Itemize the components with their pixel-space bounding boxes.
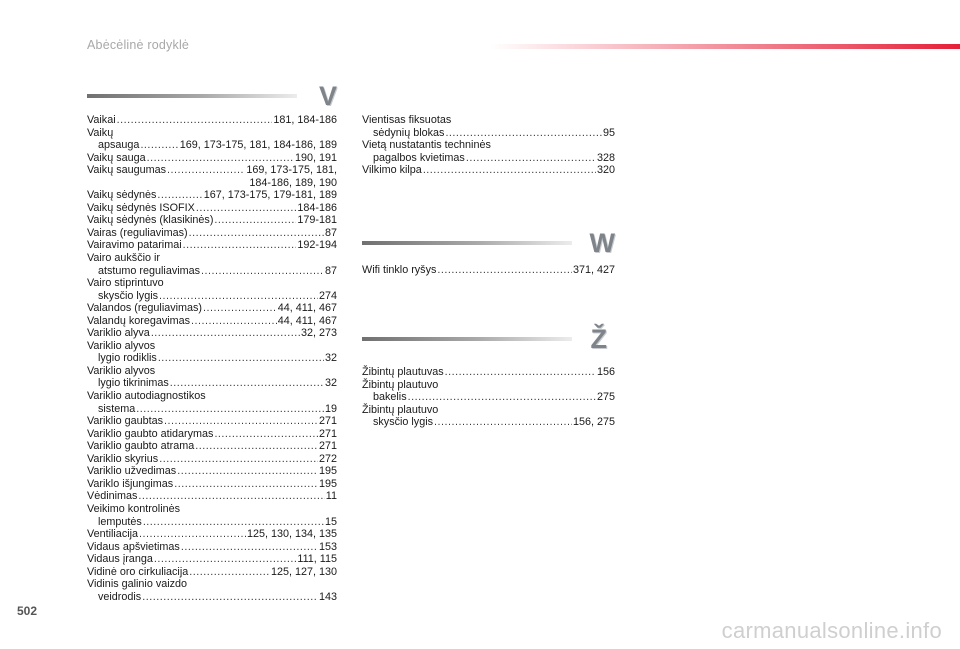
entry-pages: 11 [325,490,337,503]
entry-line [87,365,337,378]
entry-term: Vidinis galinio vaizdo [87,578,188,591]
entry-line [87,202,337,215]
entry-term: Žibintų plautuvo [362,403,439,416]
entry-term: apsauga [98,139,140,152]
entry-term: lygio tikrinimas [98,377,169,390]
index-entry [87,503,337,528]
entry-line [87,578,337,591]
entry-pages: 15 [324,515,337,528]
index-entry [362,139,615,164]
entry-pages: 156 [596,366,615,378]
dot-leader [151,327,300,340]
entry-pages: 195 [318,477,337,490]
entry-pages: 143 [318,590,337,603]
section-divider [362,337,572,341]
entry-term: Vairavimo patarimai [87,239,182,252]
entry-term: skysčio lygis [98,289,158,302]
entry-line [87,340,337,353]
entry-term: Vairo stiprintuvo [87,277,164,290]
entry-term: Vairo aukščio ir [87,252,161,265]
entry-term: Valandų koregavimas [87,314,191,327]
entry-line [362,114,615,127]
entry-term: pagalbos kvietimas [373,151,465,164]
entry-pages: 125, 127, 130 [270,565,337,578]
entry-page-continuation [87,177,337,190]
entry-pages: 111, 115 [297,553,337,566]
entry-term: Vilkimo kilpa [362,164,422,177]
entry-term: Ventiliacija [87,528,139,541]
entry-pages: 167, 173-175, 179-181, 189 [203,189,337,202]
index-entry [87,553,337,566]
dot-leader [154,553,297,566]
entry-term: Vaikų saugumas [87,164,167,177]
entry-line [362,379,615,392]
index-column-right-zh [362,366,615,429]
dot-leader [191,315,277,328]
entry-line [87,302,337,315]
entry-term: lemputės [98,515,142,528]
entry-pages: 271 [318,415,337,428]
index-entry [87,114,337,127]
entry-subline [87,265,337,278]
index-entry [87,202,337,215]
index-entry [87,478,337,491]
watermark: carmanualsonline.info [721,618,942,643]
dot-leader [140,139,178,152]
entry-pages: 169, 173-175, 181, [246,164,337,177]
entry-line [87,566,337,579]
entry-line [87,227,337,240]
entry-term: Vidaus įranga [87,553,153,566]
page-number: 502 [17,604,38,618]
entry-line [87,528,337,541]
dot-leader [167,164,245,177]
index-entry [87,340,337,365]
entry-term: Vaikų sėdynės (klasikinės) [87,214,214,227]
dot-leader [201,265,324,278]
entry-term: Variklio autodiagnostikos [87,390,206,403]
dot-leader [142,591,318,604]
entry-term: Vidaus apšvietimas [87,540,180,553]
section-header-v [87,80,337,112]
dot-leader [408,391,596,404]
entry-subline [87,290,337,303]
entry-term: Variklio gaubto atidarymas [87,427,214,440]
index-entry [362,264,615,277]
entry-term: sistema [98,402,136,415]
index-entry [87,277,337,302]
entry-subline [362,127,615,140]
index-entry [87,365,337,390]
entry-line [362,264,615,277]
entry-term: Vaikų sauga [87,151,146,164]
entry-line [87,440,337,453]
entry-term: Variklio alyvos [87,364,156,377]
dot-leader [143,516,324,529]
entry-pages: 153 [318,540,337,553]
dot-leader [214,214,296,227]
entry-pages: 192-194 [297,239,337,252]
entry-term: Variklio užvedimas [87,465,177,478]
dot-leader [147,152,294,165]
section-header-zh [362,323,607,355]
index-entry [87,578,337,603]
entry-line [87,390,337,403]
dot-leader [445,127,602,140]
entry-term: Vientisas fiksuotas [362,114,452,126]
dot-leader [177,465,318,478]
section-letter: W [589,228,615,258]
entry-pages: 169, 173-175, 181, 184-186, 189 [179,139,337,152]
entry-term: Veikimo kontrolinės [87,502,181,515]
entry-pages: 95 [602,126,615,139]
index-column-right-v [362,114,615,177]
index-entry [87,440,337,453]
entry-line [87,114,337,127]
dot-leader [183,239,297,252]
dot-leader [466,152,596,165]
entry-pages: 87 [324,264,337,277]
dot-leader [445,366,596,379]
dot-leader [437,264,572,277]
entry-pages: 181, 184-186 [273,114,337,126]
entry-term: veidrodis [98,590,142,603]
entry-pages: 190, 191 [294,151,337,164]
entry-pages: 32 [324,377,337,390]
index-entry [362,379,615,404]
entry-term: Variklio gaubto atrama [87,440,195,453]
entry-pages: 275 [596,391,615,404]
dot-leader [434,416,572,429]
entry-subline [362,391,615,404]
entry-line [362,404,615,417]
entry-term: Variklio alyvos [87,339,156,352]
entry-term: Vidinė oro cirkuliacija [87,565,189,578]
entry-term: Wifi tinklo ryšys [362,264,437,276]
entry-term: Žibintų plautuvo [362,378,439,391]
entry-pages: 32 [324,352,337,365]
index-entry [87,227,337,240]
index-entry [362,366,615,379]
entry-term: Vairas (reguliavimas) [87,226,188,239]
index-entry [87,566,337,579]
entry-term: Vaikų sėdynės ISOFIX [87,201,195,214]
dot-leader [203,302,277,315]
entry-subline [87,516,337,529]
index-entry [87,528,337,541]
dot-leader [138,490,324,503]
index-entry [87,164,337,189]
entry-line [87,415,337,428]
entry-term: Valandos (reguliavimas) [87,302,203,315]
entry-pages: 195 [318,465,337,478]
entry-line [362,366,615,379]
dot-leader [117,114,273,127]
entry-line [362,164,615,177]
entry-pages: 272 [318,452,337,465]
entry-line [362,139,615,152]
index-entry [362,404,615,429]
entry-line [87,490,337,503]
entry-line [87,453,337,466]
entry-pages: 184-186 [297,201,337,214]
dot-leader [423,164,596,177]
entry-term: Variklio skyrius [87,452,159,465]
entry-pages: 184-186, 189, 190 [249,176,337,189]
dot-leader [189,566,270,579]
index-entry [87,127,337,152]
entry-term: skysčio lygis [373,416,433,429]
entry-line [87,252,337,265]
entry-term: Variklio alyva [87,327,150,340]
section-divider [87,94,297,98]
entry-line [87,503,337,516]
index-entry [87,453,337,466]
index-entry [87,252,337,277]
entry-term: Vėdinimas [87,490,138,503]
index-entry [87,214,337,227]
index-entry [362,164,615,177]
index-entry [87,189,337,202]
entry-subline [87,352,337,365]
entry-line [87,164,337,177]
dot-leader [159,453,318,466]
dot-leader [136,403,324,416]
entry-line [87,277,337,290]
entry-pages: 271 [318,440,337,453]
entry-term: bakelis [373,391,407,404]
entry-subline [87,139,337,152]
entry-pages: 125, 130, 134, 135 [246,528,337,541]
dot-leader [139,528,246,541]
entry-term: Vaikai [87,114,116,126]
entry-line [87,327,337,340]
dot-leader [158,352,324,365]
entry-term: lygio rodiklis [98,352,157,365]
index-entry [87,415,337,428]
entry-term: atstumo reguliavimas [98,264,201,277]
entry-pages: 274 [318,289,337,302]
section-letter: V [318,81,337,111]
entry-line [87,315,337,328]
dot-leader [196,202,297,215]
entry-pages: 87 [324,226,337,239]
entry-term: Vaikų sėdynės [87,189,157,202]
index-column-left [87,114,337,603]
index-entry [87,465,337,478]
entry-pages: 371, 427 [572,264,615,276]
entry-term: Žibintų plautuvas [362,366,444,378]
index-entry [87,327,337,340]
dot-leader [189,227,324,240]
entry-line [87,189,337,202]
dot-leader [170,377,324,390]
index-entry [87,239,337,252]
dot-leader [164,415,318,428]
entry-term: sėdynių blokas [373,126,445,139]
index-entry [87,428,337,441]
index-entry [87,390,337,415]
header-accent-bar [490,44,960,49]
page-header-title: Abėcėlinė rodyklė [87,38,190,52]
entry-pages: 328 [596,151,615,164]
entry-term: Variklo išjungimas [87,477,174,490]
entry-line [87,239,337,252]
entry-pages: 44, 411, 467 [277,302,337,315]
index-entry [362,114,615,139]
dot-leader [181,541,318,554]
dot-leader [157,189,202,202]
entry-term: Variklio gaubtas [87,415,164,428]
entry-line [87,541,337,554]
entry-pages: 44, 411, 467 [277,314,337,327]
section-header-w [362,227,615,259]
entry-line [87,428,337,441]
index-entry [87,490,337,503]
entry-line [87,152,337,165]
index-entry [87,541,337,554]
entry-line [87,214,337,227]
entry-term: Vietą nustatantis techninės [362,139,491,152]
index-entry [87,302,337,315]
entry-pages: 19 [324,402,337,415]
entry-line [87,553,337,566]
entry-subline [362,416,615,429]
entry-line [87,127,337,140]
dot-leader [159,290,318,303]
entry-pages: 32, 273 [300,327,337,340]
entry-subline [362,152,615,165]
section-letter: Ž [590,324,607,354]
dot-leader [174,478,318,491]
section-divider [362,241,572,245]
index-entry [87,152,337,165]
index-entry [87,315,337,328]
index-column-right-w [362,264,615,277]
entry-pages: 320 [596,164,615,177]
entry-pages: 271 [318,427,337,440]
entry-pages: 156, 275 [572,416,615,429]
entry-pages: 179-181 [297,214,337,227]
entry-line [87,478,337,491]
entry-line [87,465,337,478]
dot-leader [214,428,318,441]
entry-subline [87,377,337,390]
dot-leader [195,440,318,453]
entry-subline [87,591,337,604]
entry-term: Vaikų [87,126,114,139]
entry-subline [87,403,337,416]
